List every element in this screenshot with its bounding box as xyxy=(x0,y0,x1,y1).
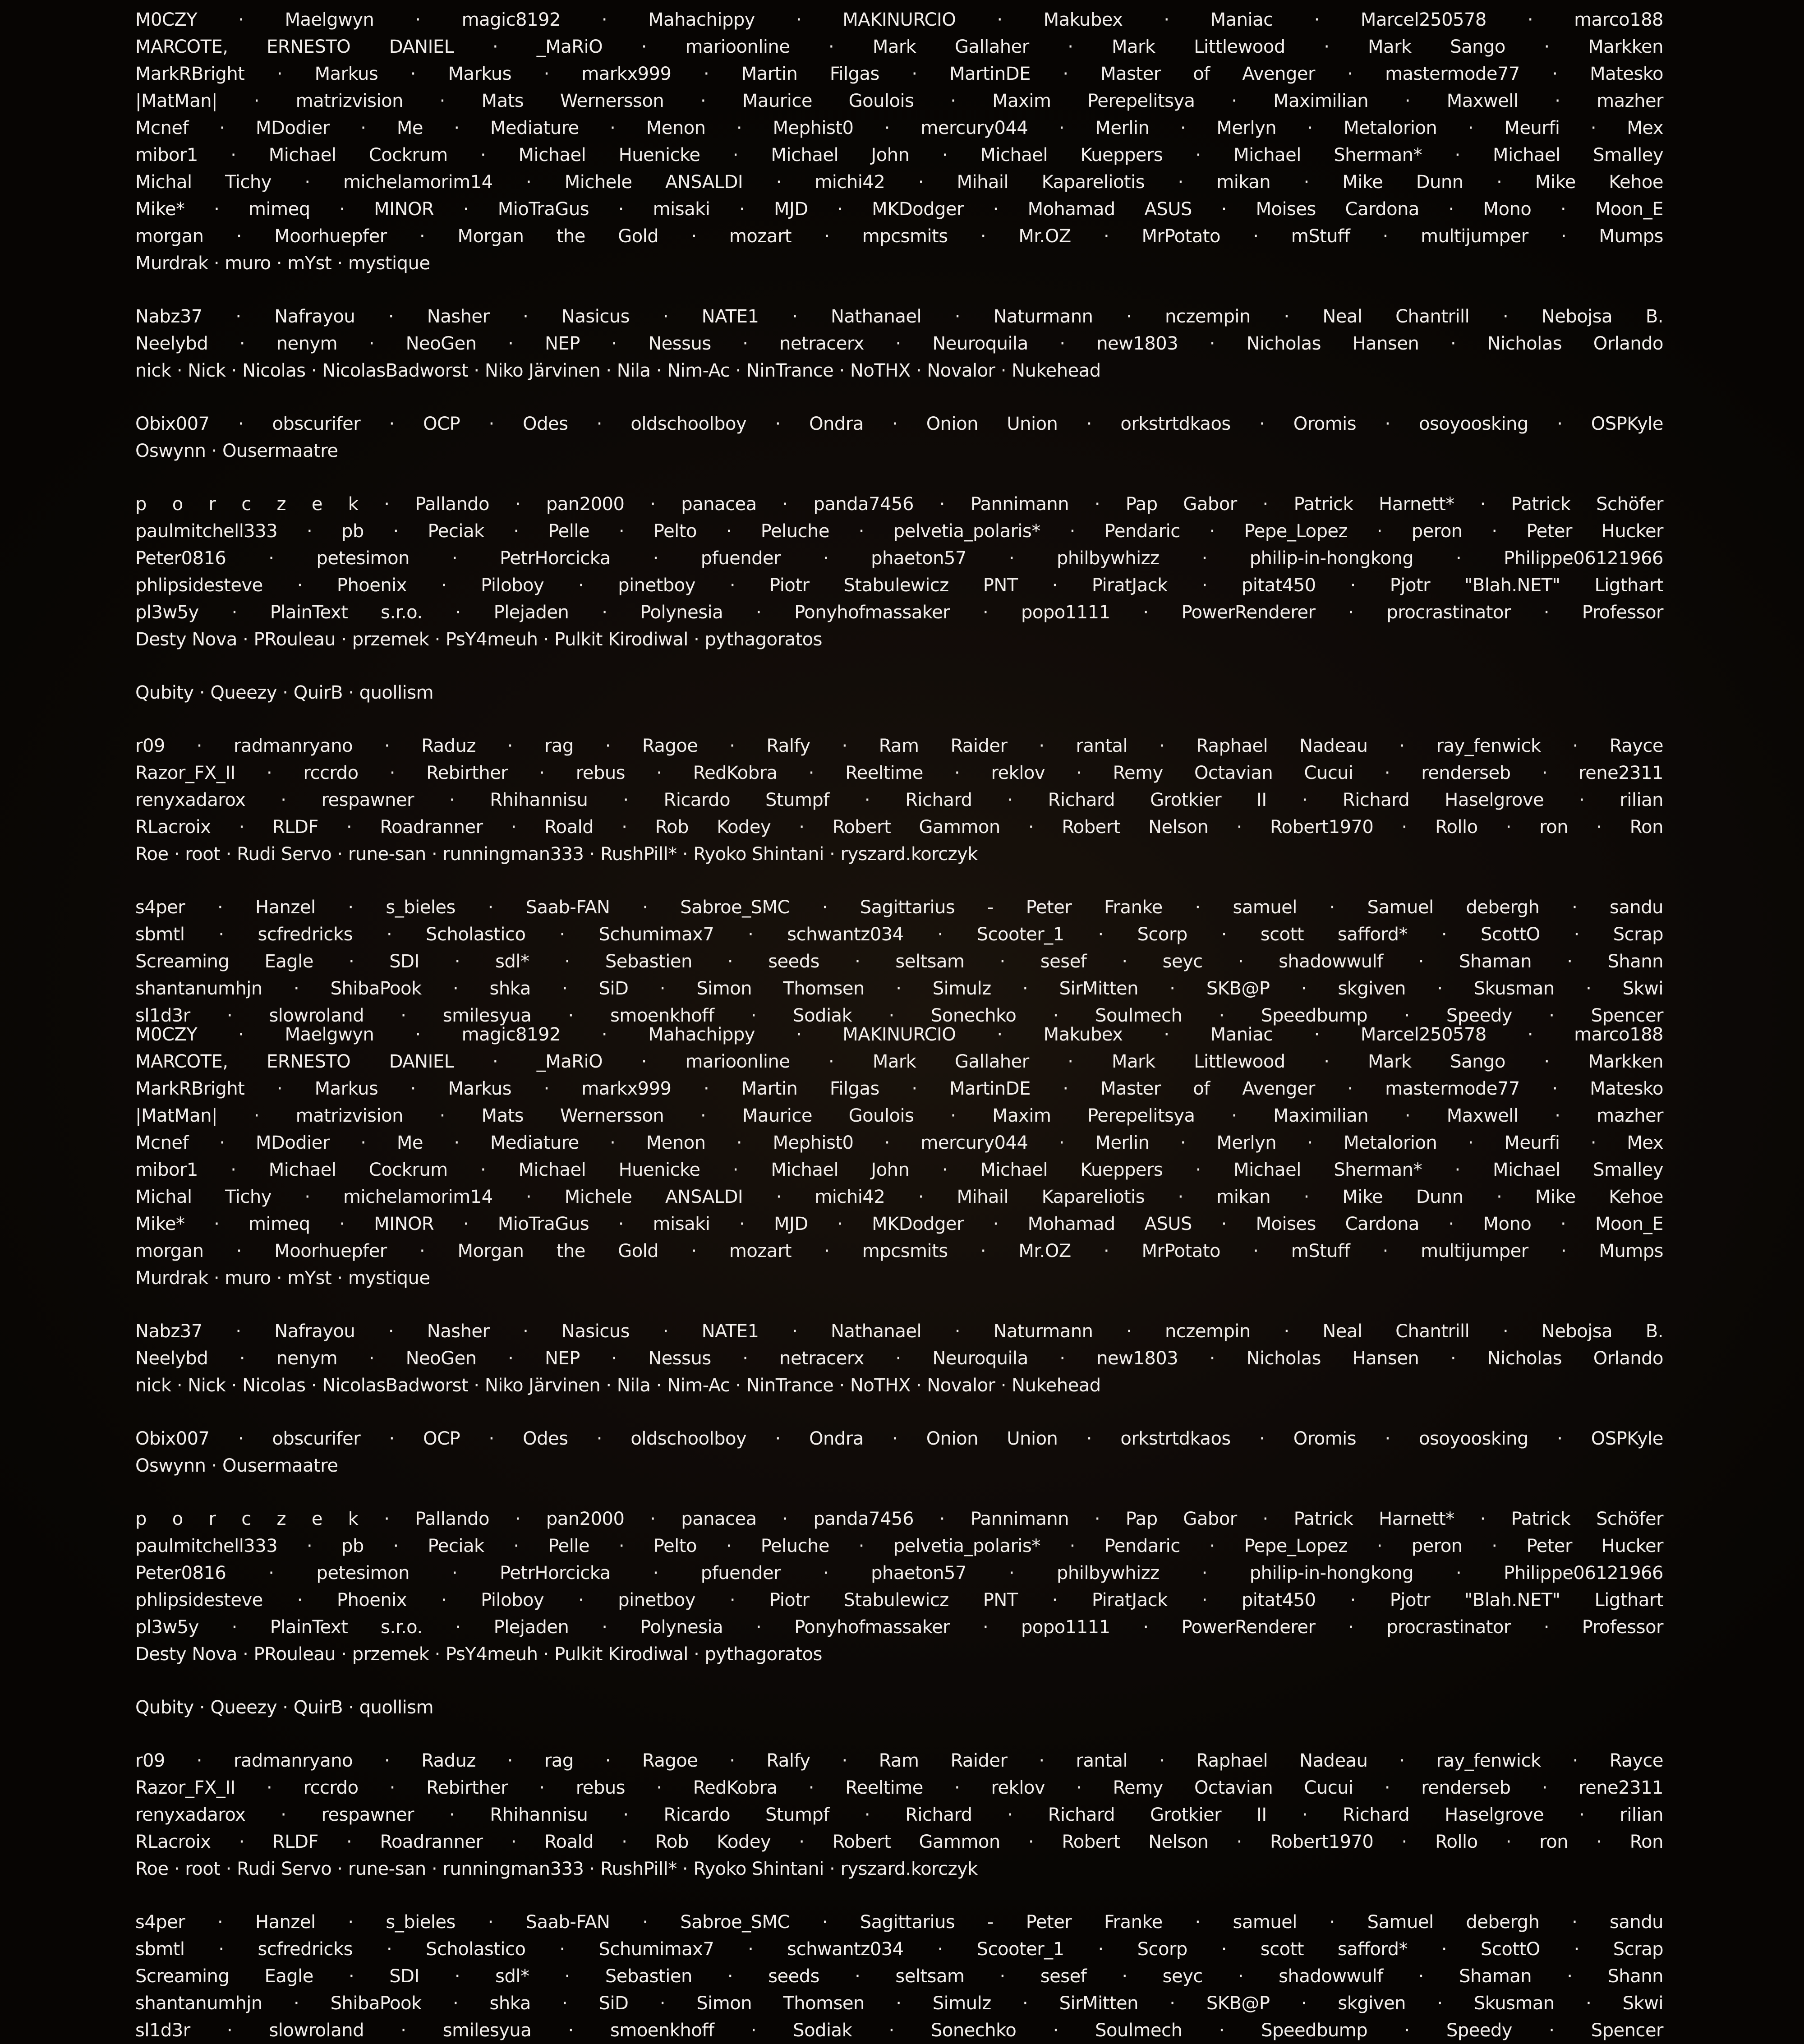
credits-line: Screaming Eagle · SDI · sdl* · Sebastien · seeds · seltsam · sesef · seyc · shadowwulf · Shaman · Shann xyxy=(135,1966,1663,1987)
credits-line: r09 · radmanryano · Raduz · rag · Ragoe · Ralfy · Ram Raider · rantal · Raphael Nadeau · ray_fenwick · Rayce xyxy=(135,736,1663,756)
credits-section-M xyxy=(135,6,1663,277)
credits-line: RLacroix · RLDF · Roadranner · Roald · Rob Kodey · Robert Gammon · Robert Nelson · Robert1970 · Rollo · ron · Ron xyxy=(135,1832,1663,1852)
credits-line: |MatMan| · matrizvision · Mats Wernersson · Maurice Goulois · Maxim Perepelitsya · Maximilian · Maxwell · mazher xyxy=(135,91,1663,111)
credits-line: Murdrak · muro · mYst · mystique xyxy=(135,1268,430,1289)
credits-section-R xyxy=(135,732,1663,868)
credits-line: Oswynn · Ousermaatre xyxy=(135,441,338,461)
credits-line: Nabz37 · Nafrayou · Nasher · Nasicus · NATE1 · Nathanael · Naturmann · nczempin · Neal Chantrill · Nebojsa B. xyxy=(135,1321,1663,1342)
credits-line: Qubity · Queezy · QuirB · quollism xyxy=(135,682,434,703)
credits-line: Peter0816 · petesimon · PetrHorcicka · pfuender · phaeton57 · philbywhizz · philip-in-hongkong · Philippe06121966 xyxy=(135,548,1663,569)
credits-section-R xyxy=(135,1747,1663,1883)
credits-line: |MatMan| · matrizvision · Mats Wernersson · Maurice Goulois · Maxim Perepelitsya · Maximilian · Maxwell · mazher xyxy=(135,1105,1663,1126)
credits-line: paulmitchell333 · pb · Peciak · Pelle · Pelto · Peluche · pelvetia_polaris* · Pendaric · Pepe_Lopez · peron · Peter Hucker xyxy=(135,521,1663,542)
credits-line: MARCOTE, ERNESTO DANIEL · _MaRiO · marioonline · Mark Gallaher · Mark Littlewood · Mark Sango · Markken xyxy=(135,1051,1663,1072)
credits-line: Nabz37 · Nafrayou · Nasher · Nasicus · NATE1 · Nathanael · Naturmann · nczempin · Neal Chantrill · Nebojsa B. xyxy=(135,306,1663,327)
credits-line: Desty Nova · PRouleau · przemek · PsY4meuh · Pulkit Kirodiwal · pythagoratos xyxy=(135,629,822,650)
credits-section-O xyxy=(135,410,1663,465)
credits-line: Obix007 · obscurifer · OCP · Odes · oldschoolboy · Ondra · Onion Union · orkstrtdkaos · Oromis · osoyoosking · OSPKyle xyxy=(135,1428,1663,1449)
credits-line: Obix007 · obscurifer · OCP · Odes · oldschoolboy · Ondra · Onion Union · orkstrtdkaos · Oromis · osoyoosking · OSPKyle xyxy=(135,414,1663,434)
credits-line: renyxadarox · respawner · Rhihannisu · Ricardo Stumpf · Richard · Richard Grotkier II · Richard Haselgrove · rilian xyxy=(135,1805,1663,1825)
credits-line: Michal Tichy · michelamorim14 · Michele ANSALDI · michi42 · Mihail Kapareliotis · mikan · Mike Dunn · Mike Kehoe xyxy=(135,172,1663,193)
credits-section-M xyxy=(135,1021,1663,1292)
credits-line: phlipsidesteve · Phoenix · Piloboy · pinetboy · Piotr Stabulewicz PNT · PiratJack · pitat450 · Pjotr "Blah.NET" Ligthart xyxy=(135,1590,1663,1611)
credits-line: pl3w5y · PlainText s.r.o. · Plejaden · Polynesia · Ponyhofmassaker · popo1111 · PowerRenderer · procrastinator · Professor xyxy=(135,1617,1663,1638)
credits-line: Roe · root · Rudi Servo · rune-san · runningman333 · RushPill* · Ryoko Shintani · ryszard.korczyk xyxy=(135,1859,978,1879)
credits-line: s4per · Hanzel · s_bieles · Saab-FAN · Sabroe_SMC · Sagittarius - Peter Franke · samuel · Samuel debergh · sandu xyxy=(135,897,1663,918)
credits-section-S xyxy=(135,1909,1663,2044)
credits-line: shantanumhjn · ShibaPook · shka · SiD · Simon Thomsen · Simulz · SirMitten · SKB@P · skgiven · Skusman · Skwi xyxy=(135,1993,1663,2014)
credits-line: Desty Nova · PRouleau · przemek · PsY4meuh · Pulkit Kirodiwal · pythagoratos xyxy=(135,1644,822,1665)
credits-line: morgan · Moorhuepfer · Morgan the Gold · mozart · mpcsmits · Mr.OZ · MrPotato · mStuff · multijumper · Mumps xyxy=(135,226,1663,247)
credits-line: phlipsidesteve · Phoenix · Piloboy · pinetboy · Piotr Stabulewicz PNT · PiratJack · pitat450 · Pjotr "Blah.NET" Ligthart xyxy=(135,575,1663,596)
credits-line: p o r c z e k · Pallando · pan2000 · panacea · panda7456 · Pannimann · Pap Gabor · Patrick Harnett* · Patrick Schöfer xyxy=(135,1509,1663,1529)
credits-line: M0CZY · Maelgwyn · magic8192 · Mahachippy · MAKINURCIO · Makubex · Maniac · Marcel250578 · marco188 xyxy=(135,1024,1663,1045)
credits-line: Neelybd · nenym · NeoGen · NEP · Nessus · netracerx · Neuroquila · new1803 · Nicholas Hansen · Nicholas Orlando xyxy=(135,333,1663,354)
credits-line: Neelybd · nenym · NeoGen · NEP · Nessus · netracerx · Neuroquila · new1803 · Nicholas Hansen · Nicholas Orlando xyxy=(135,1348,1663,1369)
credits-line: pl3w5y · PlainText s.r.o. · Plejaden · Polynesia · Ponyhofmassaker · popo1111 · PowerRenderer · procrastinator · Professor xyxy=(135,602,1663,623)
credits-line: MarkRBright · Markus · Markus · markx999 · Martin Filgas · MartinDE · Master of Avenger · mastermode77 · Matesko xyxy=(135,1078,1663,1099)
credits-line: MarkRBright · Markus · Markus · markx999 · Martin Filgas · MartinDE · Master of Avenger · mastermode77 · Matesko xyxy=(135,64,1663,84)
credits-line: Mike* · mimeq · MINOR · MioTraGus · misaki · MJD · MKDodger · Mohamad ASUS · Moises Cardona · Mono · Moon_E xyxy=(135,1214,1663,1234)
credits-line: r09 · radmanryano · Raduz · rag · Ragoe · Ralfy · Ram Raider · rantal · Raphael Nadeau · ray_fenwick · Rayce xyxy=(135,1750,1663,1771)
credits-section-Q xyxy=(135,679,1663,706)
credits-section-P xyxy=(135,1505,1663,1668)
credits-line: sbmtl · scfredricks · Scholastico · Schumimax7 · schwantz034 · Scooter_1 · Scorp · scott safford* · ScottO · Scrap xyxy=(135,924,1663,945)
credits-line: Oswynn · Ousermaatre xyxy=(135,1455,338,1476)
credits-line: p o r c z e k · Pallando · pan2000 · panacea · panda7456 · Pannimann · Pap Gabor · Patrick Harnett* · Patrick Schöfer xyxy=(135,494,1663,515)
credits-line: paulmitchell333 · pb · Peciak · Pelle · Pelto · Peluche · pelvetia_polaris* · Pendaric · Pepe_Lopez · peron · Peter Hucker xyxy=(135,1536,1663,1556)
credits-line: Michal Tichy · michelamorim14 · Michele ANSALDI · michi42 · Mihail Kapareliotis · mikan · Mike Dunn · Mike Kehoe xyxy=(135,1187,1663,1207)
credits-copy-2 xyxy=(0,1015,1804,2041)
credits-line: Mcnef · MDodier · Me · Mediature · Menon · Mephist0 · mercury044 · Merlin · Merlyn · Metalorion · Meurfi · Mex xyxy=(135,118,1663,138)
credits-line: mibor1 · Michael Cockrum · Michael Huenicke · Michael John · Michael Kueppers · Michael Sherman* · Michael Smalley xyxy=(135,1160,1663,1180)
credits-line: Peter0816 · petesimon · PetrHorcicka · pfuender · phaeton57 · philbywhizz · philip-in-hongkong · Philippe06121966 xyxy=(135,1563,1663,1584)
credits-line: nick · Nick · Nicolas · NicolasBadworst · Niko Järvinen · Nila · Nim-Ac · NinTrance · NoTHX · Novalor · Nukehead xyxy=(135,360,1101,381)
credits-line: Mcnef · MDodier · Me · Mediature · Menon · Mephist0 · mercury044 · Merlin · Merlyn · Metalorion · Meurfi · Mex xyxy=(135,1132,1663,1153)
credits-line: sl1d3r · slowroland · smilesyua · smoenkhoff · Sodiak · Sonechko · Soulmech · Speedbump · Speedy · Spencer xyxy=(135,1005,1663,1026)
credits-line: RLacroix · RLDF · Roadranner · Roald · Rob Kodey · Robert Gammon · Robert Nelson · Robert1970 · Rollo · ron · Ron xyxy=(135,817,1663,838)
credits-line: Screaming Eagle · SDI · sdl* · Sebastien · seeds · seltsam · sesef · seyc · shadowwulf · Shaman · Shann xyxy=(135,951,1663,972)
credits-line: Razor_FX_II · rccrdo · Rebirther · rebus · RedKobra · Reeltime · reklov · Remy Octavian Cucui · renderseb · rene2311 xyxy=(135,763,1663,783)
credits-line: MARCOTE, ERNESTO DANIEL · _MaRiO · marioonline · Mark Gallaher · Mark Littlewood · Mark Sango · Markken xyxy=(135,37,1663,57)
credits-line: sl1d3r · slowroland · smilesyua · smoenkhoff · Sodiak · Sonechko · Soulmech · Speedbump · Speedy · Spencer xyxy=(135,2020,1663,2041)
credits-section-N xyxy=(135,1318,1663,1399)
credits-line: Razor_FX_II · rccrdo · Rebirther · rebus · RedKobra · Reeltime · reklov · Remy Octavian Cucui · renderseb · rene2311 xyxy=(135,1777,1663,1798)
credits-section-Q xyxy=(135,1694,1663,1721)
credits-section-N xyxy=(135,303,1663,384)
credits-section-S xyxy=(135,894,1663,1029)
credits-line: Qubity · Queezy · QuirB · quollism xyxy=(135,1697,434,1718)
credits-line: renyxadarox · respawner · Rhihannisu · Ricardo Stumpf · Richard · Richard Grotkier II · Richard Haselgrove · rilian xyxy=(135,790,1663,810)
credits-line: M0CZY · Maelgwyn · magic8192 · Mahachippy · MAKINURCIO · Makubex · Maniac · Marcel250578 · marco188 xyxy=(135,9,1663,30)
credits-line: morgan · Moorhuepfer · Morgan the Gold · mozart · mpcsmits · Mr.OZ · MrPotato · mStuff · multijumper · Mumps xyxy=(135,1241,1663,1261)
credits-line: s4per · Hanzel · s_bieles · Saab-FAN · Sabroe_SMC · Sagittarius - Peter Franke · samuel · Samuel debergh · sandu xyxy=(135,1912,1663,1933)
credits-line: mibor1 · Michael Cockrum · Michael Huenicke · Michael John · Michael Kueppers · Michael Sherman* · Michael Smalley xyxy=(135,145,1663,166)
credits-section-O xyxy=(135,1425,1663,1479)
credits-line: sbmtl · scfredricks · Scholastico · Schumimax7 · schwantz034 · Scooter_1 · Scorp · scott safford* · ScottO · Scrap xyxy=(135,1939,1663,1960)
credits-line: Murdrak · muro · mYst · mystique xyxy=(135,253,430,274)
credits-section-P xyxy=(135,491,1663,653)
credits-line: Mike* · mimeq · MINOR · MioTraGus · misaki · MJD · MKDodger · Mohamad ASUS · Moises Cardona · Mono · Moon_E xyxy=(135,199,1663,220)
credits-line: nick · Nick · Nicolas · NicolasBadworst · Niko Järvinen · Nila · Nim-Ac · NinTrance · NoTHX · Novalor · Nukehead xyxy=(135,1375,1101,1396)
credits-line: Roe · root · Rudi Servo · rune-san · runningman333 · RushPill* · Ryoko Shintani · ryszard.korczyk xyxy=(135,844,978,865)
credits-line: shantanumhjn · ShibaPook · shka · SiD · Simon Thomsen · Simulz · SirMitten · SKB@P · skgiven · Skusman · Skwi xyxy=(135,978,1663,999)
